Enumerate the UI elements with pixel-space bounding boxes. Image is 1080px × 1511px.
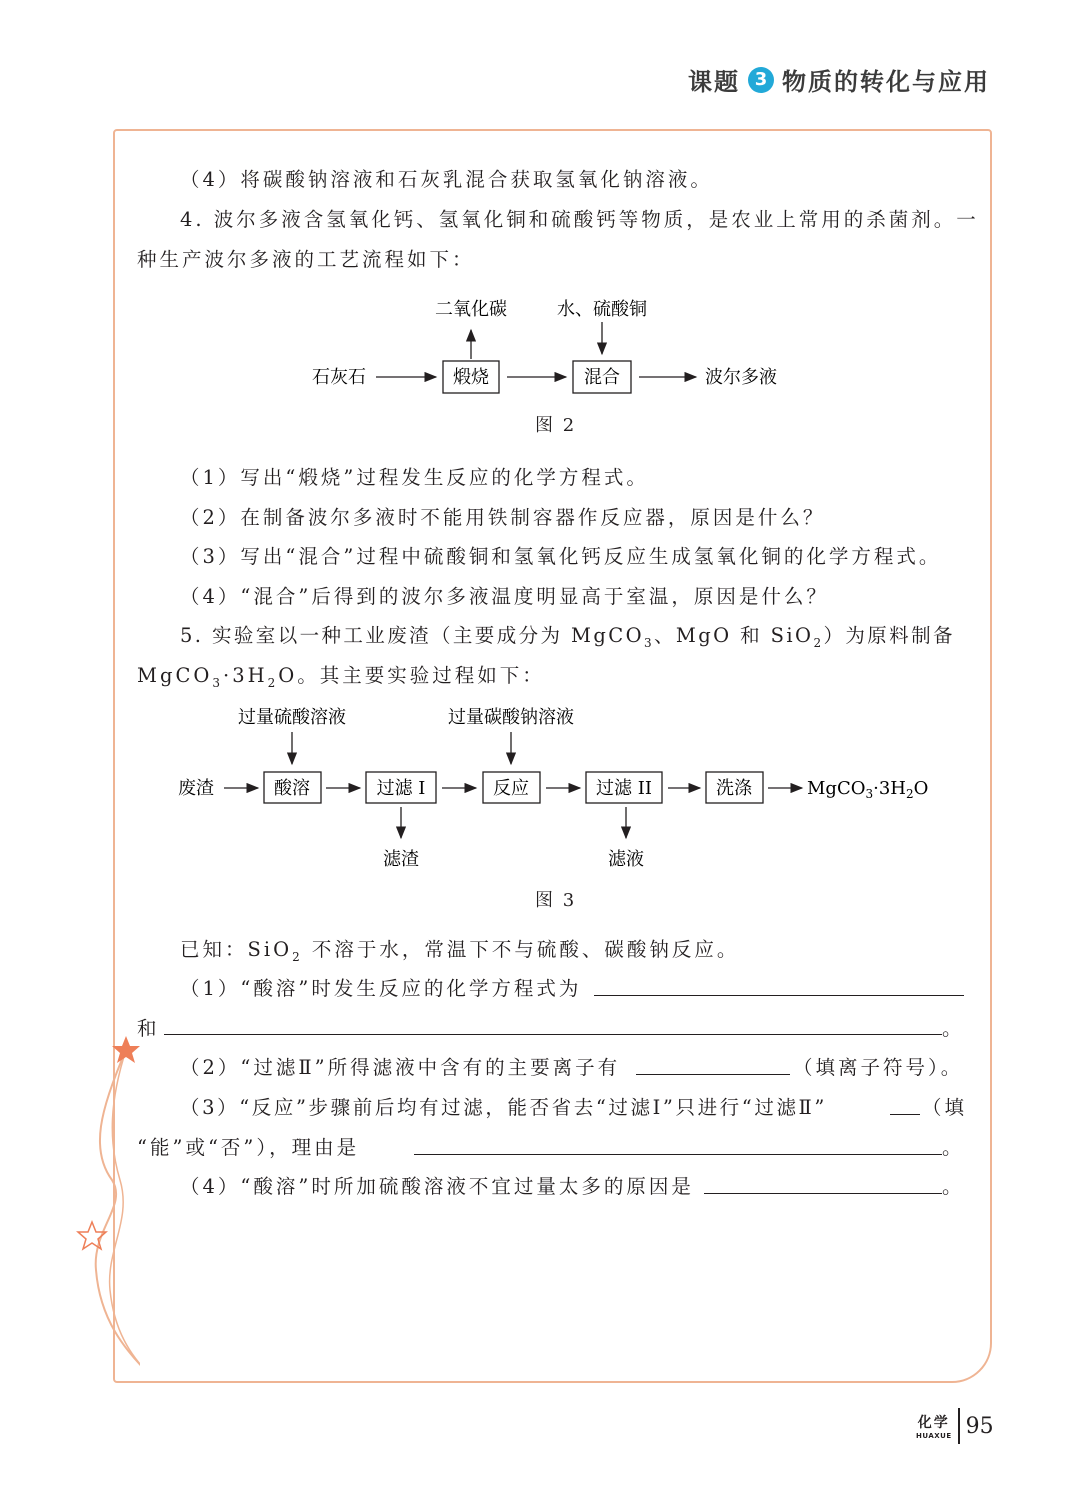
answer-3-line-2-end: 。	[942, 1136, 965, 1159]
answer-1-blank-2[interactable]	[164, 1014, 942, 1035]
fig2-box-2-label: 混合	[584, 367, 620, 388]
star-ribbon-decoration	[70, 1030, 140, 1390]
chapter-prefix: 课题	[688, 68, 740, 96]
fig3-bottom-label-1: 滤渣	[383, 849, 419, 870]
fig3-input: 废渣	[178, 778, 214, 799]
answer-3-blank-1[interactable]	[890, 1094, 920, 1115]
figure-3-caption: 图 3	[535, 890, 577, 911]
chapter-number-badge: 3	[748, 67, 774, 93]
fig2-down-label: 水、硫酸铜	[557, 299, 647, 320]
chapter-title: 物质的转化与应用	[782, 68, 990, 96]
answer-1-line-2-end: 。	[942, 1017, 965, 1040]
question-3: （3）写出“混合”过程中硫酸铜和氢氧化钙反应生成氢氧化铜的化学方程式。	[180, 545, 942, 568]
question-1: （1）写出“煅烧”过程发生反应的化学方程式。	[180, 466, 649, 489]
fig2-up-label: 二氧化碳	[435, 299, 507, 320]
known-condition: 已知：SiO$_2$ 不溶于水，常温下不与硫酸、碳酸钠反应。	[180, 938, 740, 964]
text-line-2: 4. 波尔多液含氢氧化钙、氢氧化铜和硫酸钙等物质，是农业上常用的杀菌剂。一	[180, 208, 979, 231]
fig3-box-4-label: 过滤 II	[596, 778, 652, 799]
fig2-box-1-label: 煅烧	[453, 367, 489, 388]
answer-4-blank[interactable]	[704, 1173, 942, 1194]
question-4: （4）“混合”后得到的波尔多液温度明显高于室温，原因是什么？	[180, 585, 829, 608]
question-2: （2）在制备波尔多液时不能用铁制容器作反应器，原因是什么？	[180, 506, 826, 529]
figure-2-flowchart	[300, 290, 800, 400]
answer-3-line-2: “能”或“否”），理由是	[137, 1136, 360, 1159]
text-line-3: 种生产波尔多液的工艺流程如下：	[137, 248, 475, 271]
answer-3-end: （填	[922, 1096, 968, 1119]
figure-3-flowchart	[170, 700, 960, 880]
answer-2-end: （填离子符号）。	[793, 1056, 964, 1079]
star-icon	[112, 1036, 140, 1063]
answer-1-blank-1[interactable]	[594, 975, 964, 996]
fig2-input: 石灰石	[312, 367, 366, 388]
chapter-header	[688, 62, 990, 97]
answer-4-end: 。	[942, 1175, 965, 1198]
answer-2-blank[interactable]	[636, 1054, 790, 1075]
answer-2-text: （2）“过滤Ⅱ”所得滤液中含有的主要离子有	[180, 1056, 621, 1079]
answer-3-text: （3）“反应”步骤前后均有过滤，能否省去“过滤Ⅰ”只进行“过滤Ⅱ”	[180, 1096, 827, 1119]
fig3-box-1-label: 酸溶	[274, 778, 310, 799]
fig3-top-label-1: 过量硫酸溶液	[238, 707, 346, 728]
star-outline-icon	[78, 1222, 106, 1249]
footer-divider	[958, 1408, 960, 1444]
text-line-1: （4）将碳酸钠溶液和石灰乳混合获取氢氧化钠溶液。	[180, 168, 713, 191]
answer-1-line-2-label: 和	[137, 1017, 160, 1040]
page-number: 95	[965, 1413, 994, 1439]
answer-1-line-1: （1）“酸溶”时发生反应的化学方程式为	[180, 977, 582, 1000]
figure-2-caption: 图 2	[535, 415, 577, 436]
fig3-box-3-label: 反应	[493, 778, 529, 799]
answer-3-blank-2[interactable]	[414, 1134, 942, 1155]
fig3-box-5-label: 洗涤	[716, 778, 752, 799]
fig3-output: $MgCO_3\cdot 3H_2O$	[807, 778, 929, 801]
answer-4-text: （4）“酸溶”时所加硫酸溶液不宜过量太多的原因是	[180, 1175, 694, 1198]
fig2-output: 波尔多液	[705, 367, 777, 388]
page-footer	[916, 1408, 994, 1444]
problem-5-line-1: 5. 实验室以一种工业废渣（主要成分为 MgCO$_3$、MgO 和 SiO$_2$）为原料制备	[180, 624, 955, 650]
fig3-box-2-label: 过滤 I	[376, 778, 426, 799]
problem-5-line-2: $MgCO_3\cdot 3H_2O$。其主要实验过程如下：	[137, 664, 545, 690]
fig3-bottom-label-2: 滤液	[608, 849, 644, 870]
subject-label: 化学 HUAXUE	[916, 1415, 952, 1440]
fig3-top-label-2: 过量碳酸钠溶液	[448, 707, 574, 728]
